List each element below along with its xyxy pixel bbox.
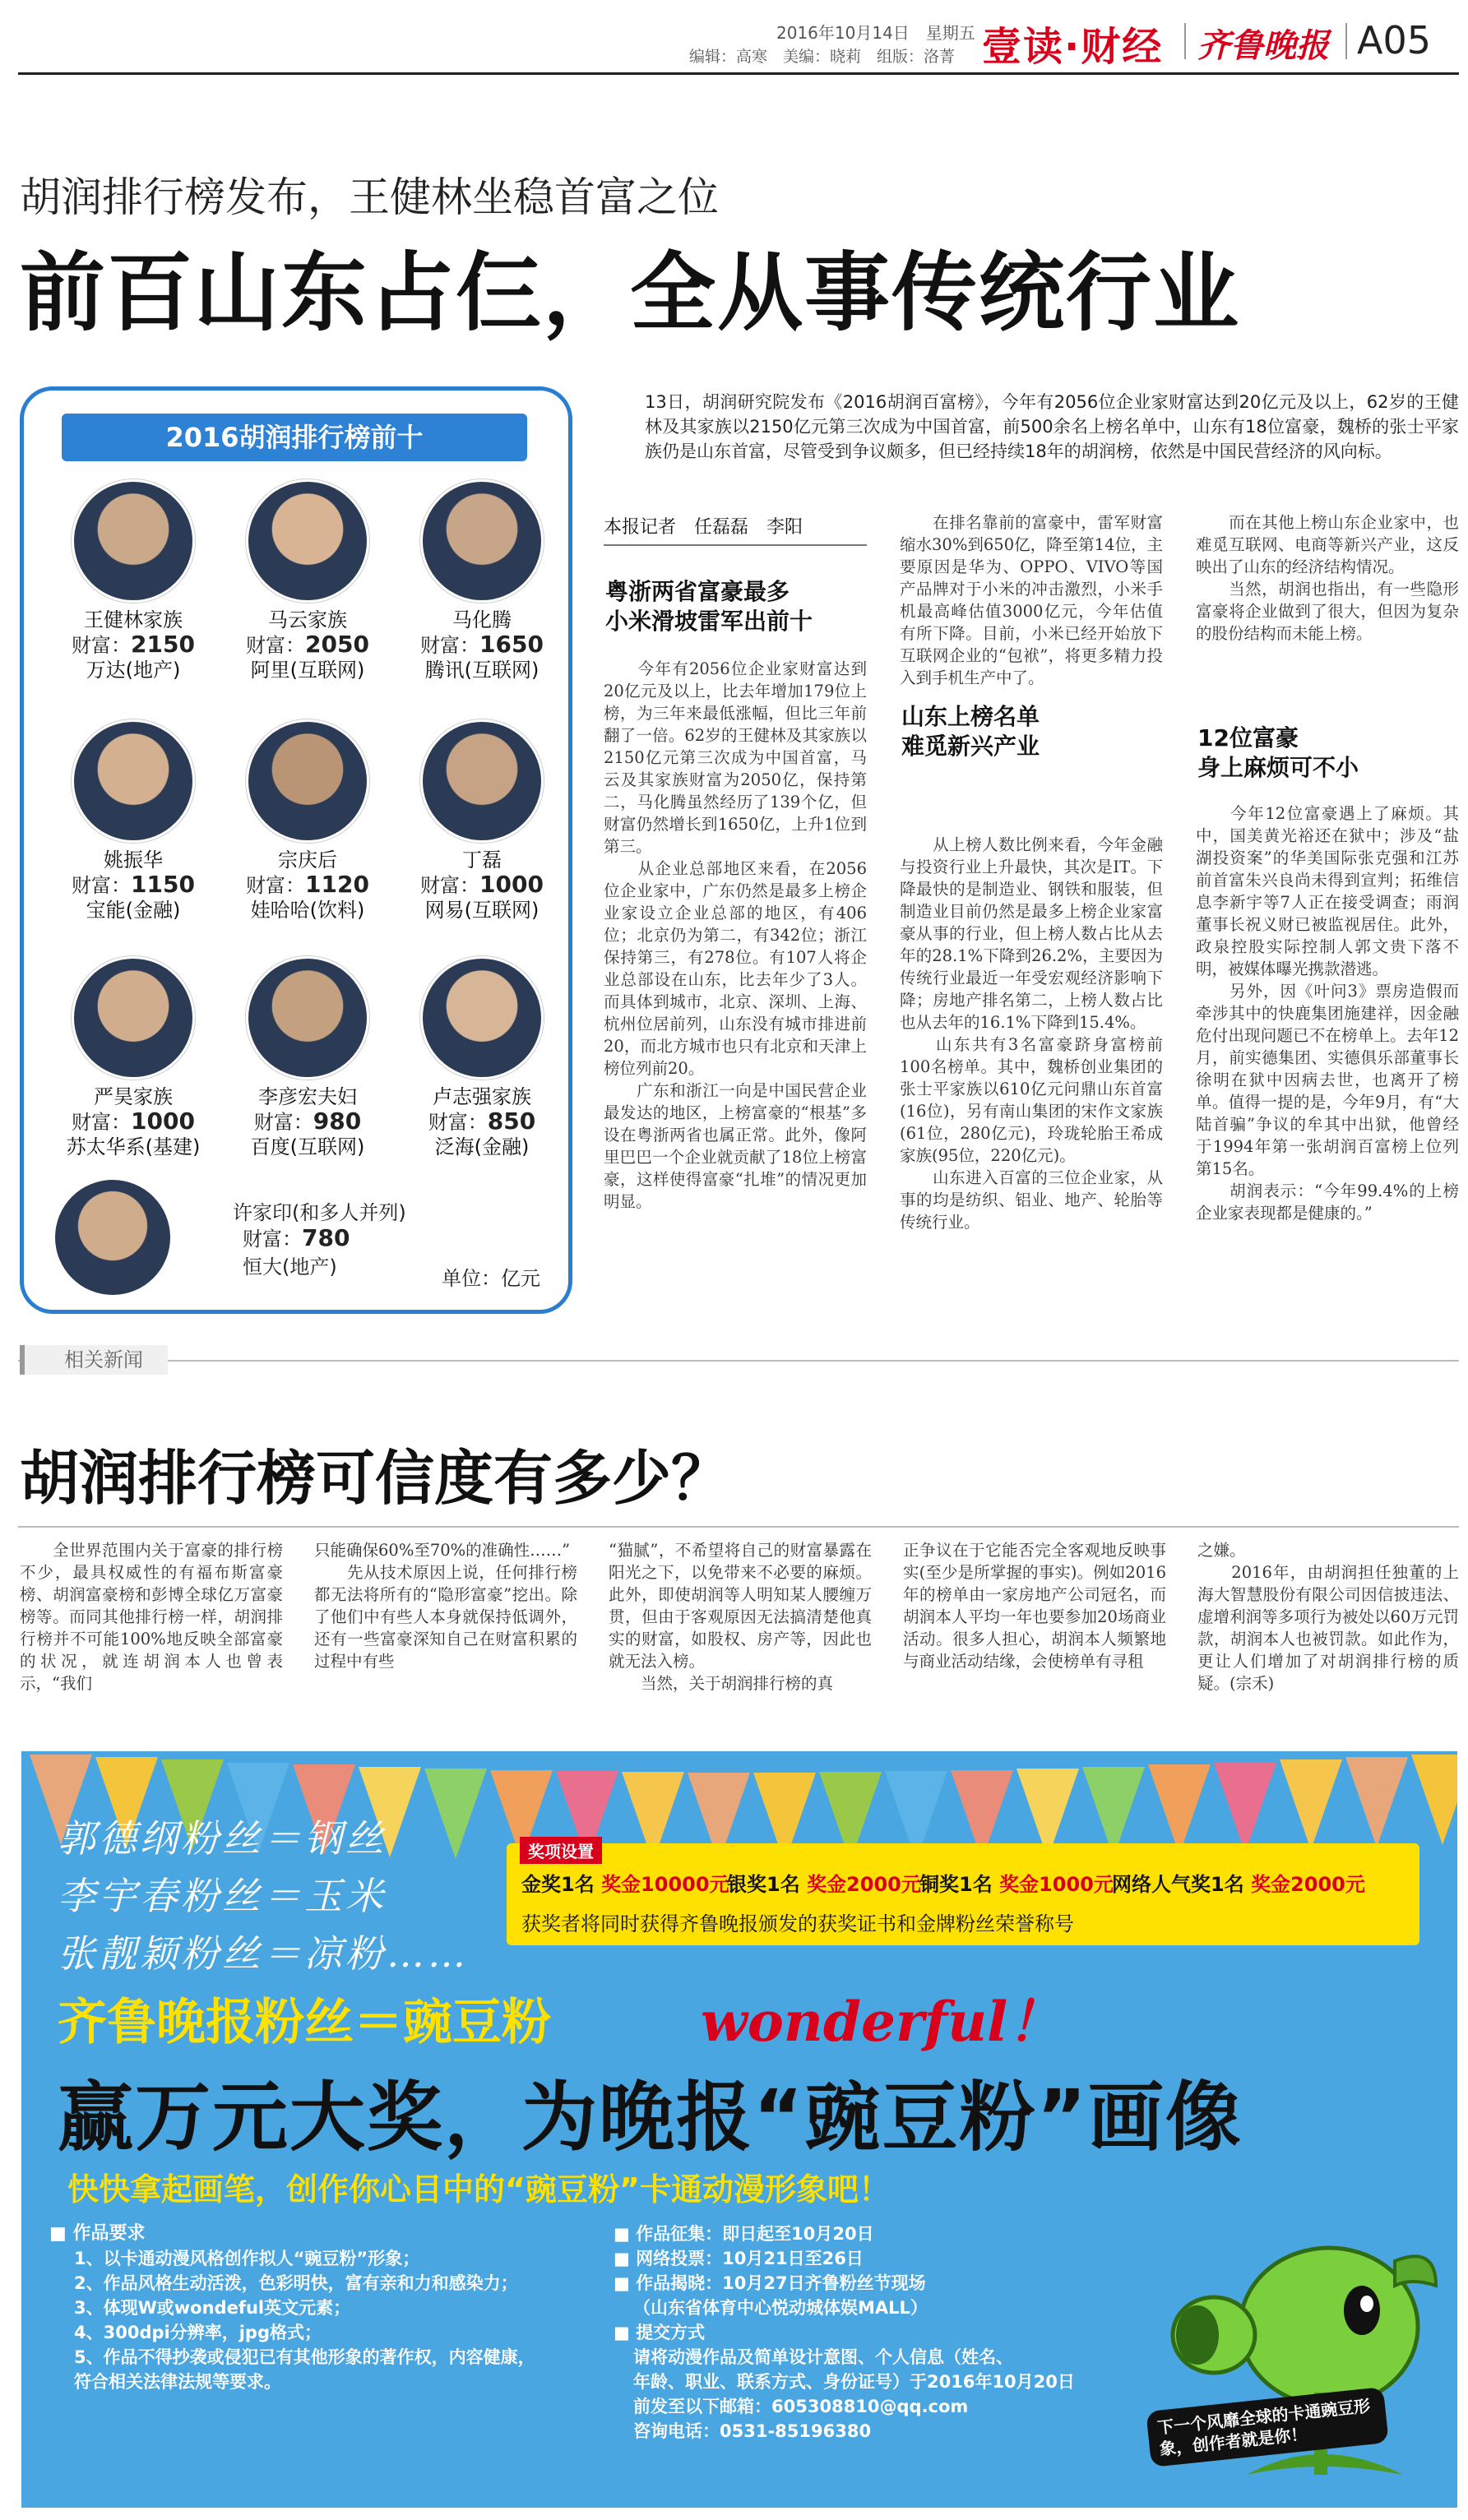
pea-mascot bbox=[1123, 2212, 1452, 2508]
ranking-title: 2016胡润排行榜前十 bbox=[62, 414, 527, 461]
person-name: 严昊家族 bbox=[94, 1085, 173, 1108]
bunting-flag bbox=[1345, 1757, 1408, 1847]
person-company: 阿里(互联网) bbox=[250, 659, 365, 682]
portrait-photo bbox=[420, 956, 544, 1080]
subhead-2: 山东上榜名单 难觅新兴产业 bbox=[901, 703, 1040, 760]
person-company: 百度(互联网) bbox=[250, 1135, 365, 1158]
bunting-flag bbox=[1214, 1763, 1276, 1853]
bunting-flag bbox=[1148, 1764, 1211, 1855]
ad-slogan: 齐鲁晚报粉丝＝豌豆粉 bbox=[58, 1994, 551, 2051]
schedule-item: 请将动漫作品及简单设计意图、个人信息（姓名、 bbox=[633, 2347, 1013, 2367]
bunting-flag bbox=[1411, 1755, 1457, 1845]
article-column-2b: 从上榜人数比例来看，今年金融与投资行业上升最快，其次是IT。下降最快的是制造业、钢铁和服装，但制造业目前仍然是最多上榜企业家富豪从事的行业，但上榜人数占比从去年的28.1%下降到26.2%，主要因为传统行业最近一年受宏观经济影响下降；房地产排名第二，上榜人数占比也从去年的16.1%下降到15.4%。 山东共有3名富豪跻身富榜前100名榜单。其中，魏桥创业集团的张士平家族以610亿元问鼎山东首富(16位)，另有南山集团的宋作文家族(61位，280亿元)，玲珑轮胎王希成家族(95位，220亿元)。 山东进入百富的三位企业家，从事的均是纺织、铝业、地产、轮胎等传统行业。 bbox=[900, 835, 1163, 1232]
related-col-3: “猫腻”，不希望将自己的财富暴露在阳光之下，以免带来不必要的麻烦。此外，即使胡润等人明知某人腰缠万贯，但由于客观原因无法搞清楚他真实的财富，如股权、房产等，因此也就无法入榜。 当然，关于胡润排行榜的真 bbox=[609, 1541, 872, 1693]
prize-item: 网络人气奖1名 奖金2000元 bbox=[1112, 1873, 1365, 1896]
related-col-1: 全世界范围内关于富豪的排行榜不少，最具权威性的有福布斯富豪榜、胡润富豪榜和彭博全球亿万富豪榜等。而同其他排行榜一样，胡润排行榜并不可能100%地反映全部富豪的状况，就连胡润本人也曾表示，“我们 bbox=[20, 1541, 283, 1693]
portrait-photo bbox=[246, 956, 369, 1080]
person-name: 马云家族 bbox=[268, 608, 347, 631]
related-tag: 相关新闻 bbox=[20, 1345, 168, 1375]
ad-line-2: 李宇春粉丝＝玉米 bbox=[58, 1874, 387, 1918]
person-company: 腾讯(互联网) bbox=[424, 659, 540, 682]
related-headline: 胡润排行榜可信度有多少？ bbox=[20, 1444, 731, 1513]
person-wealth: 财富：980 bbox=[253, 1107, 362, 1135]
promo-ad bbox=[21, 1751, 1457, 2508]
article-column-3b: 今年12位富豪遇上了麻烦。其中，国美黄光裕还在狱中；涉及“盐湖投资案”的华美国际张克强和江苏前首富朱兴良尚未得到宣判；拓维信息李新宇等7人正在接受调查；雨润董事长祝义财已被监视居住。此外，政泉控股实际控制人郭文贵下落不明，被媒体曝光携款潜逃。 另外，因《叶问3》票房造假而牵涉其中的快鹿集团施建祥，因金融危付出现问题已不在榜单上。去年12月，前实德集团、实德俱乐部董事长徐明在狱中因病去世，也离开了榜单。值得一提的是，今年9月，有“大陆首骗”争议的牟其中出狱，他曾经于1994年第一张胡润百富榜上位列第15名。 胡润表示：“今年99.4%的上榜企业家表现都是健康的。” bbox=[1196, 804, 1459, 1223]
prize-title: 奖项设置 bbox=[520, 1837, 602, 1864]
person-wealth: 财富：850 bbox=[428, 1107, 536, 1135]
requirement-item: 符合相关法律法规等要求。 bbox=[74, 2372, 281, 2392]
prize-item: 银奖1名 奖金2000元 bbox=[727, 1873, 921, 1896]
person-company: 娃哈哈(饮料) bbox=[250, 899, 365, 922]
person-wealth: 财富：1000 bbox=[420, 871, 544, 898]
ad-line-3: 张靓颖粉丝＝凉粉…… bbox=[58, 1931, 469, 1976]
ranking-person bbox=[47, 479, 220, 682]
portrait-photo bbox=[420, 479, 544, 603]
person-company: 宝能(金融) bbox=[86, 899, 181, 922]
headline-rule bbox=[18, 1526, 1459, 1528]
person-name: 马化腾 bbox=[452, 608, 512, 631]
divider bbox=[1345, 23, 1347, 59]
article-column-1: 今年有2056位企业家财富达到20亿元及以上，比去年增加179位上榜，为三年来最低涨幅，但比三年前翻了一倍。62岁的王健林及其家族以2150亿元第三次成为中国首富，马云及其家族财富为2050亿，保持第二，马化腾虽然经历了139个亿，但财富仍然增长到1650亿，上升1位到第三。 从企业总部地区来看，在2056位企业家中，广东仍然是最多上榜企业家设立企业总部的地区，有406位；北京仍为第二，有342位；浙江保持第三，有278位。有107人将企业总部设在山东，比去年少了3人。而具体到城市，北京、深圳、上海、杭州位居前列，山东没有城市排进前20，而北方城市也只有北京和天津上榜位列前20。 广东和浙江一向是中国民营企业最发达的地区，上榜富豪的“根基”多设在粤浙两省也属正常。此外，像阿里巴巴一个企业就贡献了18位上榜富豪，这样使得富豪“扎堆”的情况更加明显。 bbox=[604, 659, 867, 1211]
person-wealth: 财富：780 bbox=[243, 1224, 350, 1251]
requirements bbox=[49, 2222, 609, 2394]
prize-item: 金奖1名 奖金10000元 bbox=[521, 1873, 729, 1896]
person-name: 许家印(和多人并列) bbox=[233, 1201, 406, 1224]
ranking-person bbox=[396, 719, 568, 922]
paper-logo: 齐鲁晚报 bbox=[1197, 26, 1329, 65]
byline: 本报记者 任磊磊 李阳 bbox=[604, 517, 803, 538]
person-company: 恒大(地产) bbox=[243, 1255, 337, 1278]
ad-subline: 快快拿起画笔，创作你心目中的“豌豆粉”卡通动漫形象吧！ bbox=[67, 2171, 890, 2208]
requirement-item: 4、300dpi分辨率，jpg格式； bbox=[74, 2323, 322, 2342]
divider bbox=[1184, 23, 1186, 59]
article-column-3a: 而在其他上榜山东企业家中，也难觅互联网、电商等新兴产业，这反映出了山东的经济结构情况。 当然，胡润也指出，有一些隐形富豪将企业做到了很大，但因为复杂的股份结构而未能上榜。 bbox=[1196, 513, 1459, 643]
portrait-photo bbox=[55, 1180, 170, 1295]
person-name: 姚振华 bbox=[104, 848, 163, 872]
portrait-photo bbox=[246, 719, 369, 843]
ranking-person bbox=[221, 719, 394, 922]
ranking-person bbox=[47, 956, 220, 1159]
person-company: 苏太华系(基建) bbox=[66, 1135, 201, 1158]
ranking-box bbox=[20, 386, 572, 1314]
schedule-item: ■ 作品征集：即日起至10月20日 bbox=[614, 2224, 874, 2244]
header bbox=[0, 0, 1468, 76]
ad-big-headline: 赢万元大奖，为晚报“豌豆粉”画像 bbox=[58, 2074, 1243, 2162]
schedule-item: ■ 网络投票：10月21日至26日 bbox=[614, 2249, 864, 2268]
bunting-flag bbox=[424, 1769, 487, 1859]
section-rule bbox=[18, 1360, 1459, 1362]
ad-wonderful: wonderful！ bbox=[701, 1990, 1063, 2054]
issue-date: 2016年10月14日 星期五 bbox=[776, 23, 975, 43]
portrait-photo bbox=[420, 719, 544, 843]
story-kicker: 胡润排行榜发布，王健林坐稳首富之位 bbox=[20, 173, 719, 221]
ranking-person bbox=[55, 1180, 433, 1303]
prize-item: 铜奖1名 奖金1000元 bbox=[919, 1873, 1114, 1896]
person-name: 丁磊 bbox=[462, 848, 502, 872]
schedule bbox=[614, 2222, 1189, 2444]
ranking-person bbox=[221, 956, 394, 1159]
ranking-person bbox=[221, 479, 394, 682]
person-wealth: 财富：1650 bbox=[420, 631, 544, 658]
subhead-1: 粤浙两省富豪最多 小米滑坡雷军出前十 bbox=[605, 578, 813, 635]
requirement-item: 1、以卡通动漫风格创作拟人“豌豆粉”形象； bbox=[74, 2249, 420, 2268]
requirement-item: 5、作品不得抄袭或侵犯已有其他形象的著作权，内容健康， bbox=[74, 2347, 535, 2367]
ranking-person bbox=[47, 719, 220, 922]
schedule-item: 年龄、职业、联系方式、身份证号）于2016年10月20日 bbox=[633, 2372, 1075, 2392]
mascot-bubble: 下一个风靡全球的卡通豌豆形象，创作者就是你！ bbox=[1146, 2387, 1389, 2467]
subhead-3: 12位富豪 身上麻烦可不小 bbox=[1197, 724, 1359, 781]
person-company: 万达(地产) bbox=[86, 659, 181, 682]
related-col-4: 正争议在于它能否完全客观地反映事实(至少是所掌握的事实)。例如2016年的榜单由一家房地产公司冠名，而胡润本人平均一年也要参加20场商业活动。很多人担心，胡润本人频繁地与商业活动结缘，会使榜单有寻租 bbox=[903, 1541, 1166, 1671]
person-wealth: 财富：2150 bbox=[72, 631, 195, 658]
person-name: 李彦宏夫妇 bbox=[258, 1085, 357, 1108]
ranking-person bbox=[396, 956, 568, 1159]
person-company: 泛海(金融) bbox=[434, 1135, 530, 1158]
prize-list bbox=[521, 1868, 1410, 1898]
page-number: A05 bbox=[1357, 18, 1432, 62]
portrait-photo bbox=[72, 479, 195, 603]
bunting-flag bbox=[1280, 1759, 1342, 1850]
schedule-item: （山东省体育中心悦动城体娱MALL） bbox=[633, 2298, 928, 2318]
person-wealth: 财富：1120 bbox=[246, 871, 369, 898]
requirement-item: 3、体现W或wondeful英文元素； bbox=[74, 2298, 351, 2318]
prize-panel bbox=[507, 1843, 1419, 1945]
person-company: 网易(互联网) bbox=[424, 899, 540, 922]
requirements-title: ■ 作品要求 bbox=[49, 2223, 146, 2244]
story-headline: 前百山东占仨，全从事传统行业 bbox=[20, 243, 1241, 343]
portrait-photo bbox=[72, 719, 195, 843]
article-column-2a: 在排名靠前的富豪中，雷军财富缩水30%到650亿，降至第14位，主要原因是华为、OPPO、VIVO等国产品牌对于小米的冲击激烈，小米手机最高峰估值3000亿元，今年估值有所下降。目前，小米已经开始放下互联网企业的“包袱”，将更多精力投入到手机生产中了。 bbox=[900, 513, 1163, 687]
ranking-person bbox=[396, 479, 568, 682]
header-rule bbox=[18, 72, 1459, 75]
unit-label: 单位：亿元 bbox=[442, 1267, 540, 1290]
person-wealth: 财富：1150 bbox=[72, 871, 195, 898]
schedule-item: 咨询电话：0531-85196380 bbox=[633, 2421, 872, 2441]
byline-rule bbox=[604, 544, 867, 546]
section-name: 壹读·财经 bbox=[982, 24, 1164, 70]
editors-line: 编辑：高寒 美编：晓莉 组版：洛菁 bbox=[689, 48, 956, 66]
person-wealth: 财富：2050 bbox=[246, 631, 369, 658]
person-name: 卢志强家族 bbox=[433, 1085, 531, 1108]
story-intro: 13日，胡润研究院发布《2016胡润百富榜》，今年有2056位企业家财富达到20亿元及以上，62岁的王健林及其家族以2150亿元第三次成为中国首富，前500余名上榜名单中，山东有18位富豪，魏桥的张士平家族仍是山东首富，尽管受到争议颇多，但已经持续18年的胡润榜，依然是中国民营经济的风向标。 bbox=[645, 392, 1459, 461]
portrait-photo bbox=[72, 956, 195, 1080]
portrait-photo bbox=[246, 479, 369, 603]
person-name: 宗庆后 bbox=[278, 848, 337, 872]
schedule-item: ■ 作品揭晓：10月27日齐鲁粉丝节现场 bbox=[614, 2273, 926, 2293]
prize-note: 获奖者将同时获得齐鲁晚报颁发的获奖证书和金牌粉丝荣誉称号 bbox=[521, 1912, 1074, 1935]
ad-line-1: 郭德纲粉丝＝钢丝 bbox=[58, 1816, 387, 1861]
requirement-item: 2、作品风格生动活泼，色彩明快，富有亲和力和感染力； bbox=[74, 2273, 518, 2293]
related-col-2: 只能确保60%至70%的准确性……” 先从技术原因上说，任何排行榜都无法将所有的“隐形富豪”挖出。除了他们中有些人本身就保持低调外，还有一些富豪深知自己在财富积累的过程中有些 bbox=[314, 1541, 577, 1671]
schedule-item: ■ 提交方式 bbox=[614, 2323, 706, 2342]
person-name: 王健林家族 bbox=[84, 608, 183, 631]
schedule-item: 前发至以下邮箱：605308810@qq.com bbox=[633, 2397, 969, 2416]
person-wealth: 财富：1000 bbox=[72, 1107, 195, 1135]
related-col-5: 之嫌。 2016年，由胡润担任独董的上海大智慧股份有限公司因信披违法、虚增利润等多项行为被处以60万元罚款，胡润本人也被罚款。如此作为，更让人们增加了对胡润排行榜的质疑。(宗禾) bbox=[1197, 1541, 1459, 1693]
